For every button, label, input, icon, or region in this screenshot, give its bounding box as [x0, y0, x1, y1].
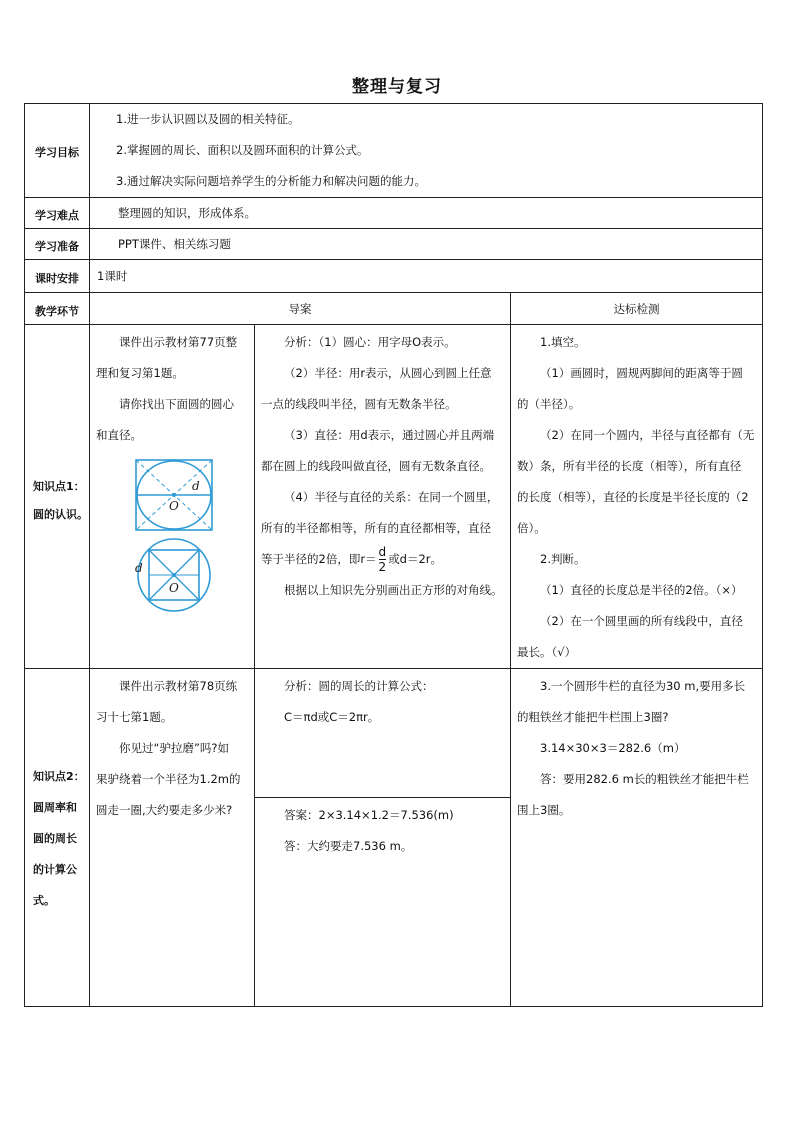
k1-label	[33, 473, 88, 529]
header-check: 达标检测	[613, 302, 660, 316]
k2-analysis-cell	[254, 668, 511, 798]
circle-in-square-figure	[134, 457, 214, 533]
k1-task-line: 请你找出下面圆的圆心	[119, 397, 234, 411]
k2-analysis-line: C＝πd或C＝2πr。	[284, 710, 380, 724]
k2-analysis	[261, 671, 506, 733]
k2-answer	[261, 800, 506, 862]
header-guide: 导案	[288, 302, 312, 316]
header-check-cell	[510, 292, 763, 325]
k2-check-cell	[510, 668, 763, 1007]
k1-check-line: （1）直径的长度总是半径的2倍。（×）	[540, 583, 743, 597]
k1-check-line: 数）条，所有半径的长度（相等），所有直径	[517, 459, 742, 473]
figure-label-d: d	[135, 561, 143, 575]
goals-label-cell	[24, 103, 90, 198]
k2-answer-line: 答案：2×3.14×1.2＝7.536(m)	[284, 808, 454, 822]
goal-item: 2.掌握圆的周长、面积以及圆环面积的计算公式。	[116, 143, 369, 157]
figure-center-dot	[172, 573, 176, 577]
goal-item: 1.进一步认识圆以及圆的相关特征。	[116, 112, 300, 126]
k1-check-line: （2）在一个圆里画的所有线段中，直径	[540, 614, 743, 628]
k1-check-line: 倍）。	[517, 521, 546, 535]
k1-task-line: 理和复习第1题。	[96, 366, 184, 380]
figure-label-o: O	[169, 581, 179, 595]
k2-check-line: 3.一个圆形牛栏的直径为30 m,要用多长	[540, 679, 746, 693]
k2-task-line: 圆走一圈,大约要走多少米?	[96, 803, 233, 817]
k2-task-line: 课件出示教材第78页练	[119, 679, 238, 693]
k1-formula-suffix: 或d＝2r。	[388, 552, 443, 566]
k1-task-line: 和直径。	[96, 428, 142, 442]
k1-analysis-cell	[254, 324, 511, 669]
goals-list	[116, 104, 426, 197]
schedule-content-cell	[89, 259, 763, 293]
k1-check-line: （2）在同一个圆内，半径与直径都有（无	[540, 428, 755, 442]
page-title: 整理与复习	[352, 77, 442, 97]
prep-text: PPT课件、相关练习题	[118, 237, 231, 251]
prep-label-cell	[24, 228, 90, 260]
difficulty-text: 整理圆的知识，形成体系。	[118, 206, 256, 220]
k2-check-line: 的粗铁丝才能把牛栏围上3圈?	[517, 710, 669, 724]
figure-label-d: d	[192, 479, 200, 493]
k2-check-line: 围上3圈。	[517, 803, 571, 817]
k1-label-line: 圆的认识。	[33, 508, 88, 521]
k1-check-line: 最长。（√）	[517, 645, 577, 659]
k2-label	[33, 761, 85, 916]
k1-task-line: 课件出示教材第77页整	[119, 335, 238, 349]
k1-check-line: 的（半径）。	[517, 397, 581, 411]
k2-check-line: 答：要用282.6 m长的粗铁丝才能把牛栏	[540, 772, 749, 786]
k1-check-line: 的长度（相等），直径的长度是半径长度的（2	[517, 490, 749, 504]
schedule-text: 1课时	[97, 269, 128, 283]
k1-analysis-line: 分析：（1）圆心：用字母O表示。	[284, 335, 456, 349]
k2-label-cell	[24, 668, 90, 1007]
lesson-table	[24, 103, 763, 1007]
k2-answer-cell	[254, 797, 511, 1007]
k1-analysis-line: 都在圆上的线段叫做直径，圆有无数条直径。	[261, 459, 491, 473]
k2-answer-line: 答：大约要走7.536 m。	[284, 839, 413, 853]
k2-task-line: 习十七第1题。	[96, 710, 173, 724]
frac-denominator: 2	[378, 560, 387, 574]
difficulty-content-cell	[89, 197, 763, 229]
k1-check-cell	[510, 324, 763, 669]
k2-check	[517, 671, 759, 826]
k1-label-cell	[24, 324, 90, 669]
k1-task-cell	[89, 324, 255, 669]
k2-task-line: 你见过“驴拉磨”吗?如	[119, 741, 230, 755]
header-label-cell	[24, 292, 90, 325]
k1-analysis-line: 所有的半径都相等，所有的直径都相等，直径	[261, 521, 491, 535]
k1-check-line: 1.填空。	[540, 335, 586, 349]
schedule-label: 课时安排	[35, 272, 79, 285]
k1-analysis-line: （2）半径：用r表示，从圆心到圆上任意	[284, 366, 492, 380]
k2-check-line: 3.14×30×3＝282.6（m）	[540, 741, 686, 755]
k1-analysis	[261, 327, 506, 606]
k2-label-line: 的计算公	[33, 863, 77, 876]
k1-check	[517, 327, 759, 668]
figure-center-dot	[172, 493, 176, 497]
k2-analysis-line: 分析：圆的周长的计算公式：	[284, 679, 434, 693]
figure-label-o: O	[169, 499, 179, 513]
prep-content-cell	[89, 228, 763, 260]
k1-analysis-line: 一点的线段叫半径，圆有无数条半径。	[261, 397, 457, 411]
k1-formula-line	[261, 544, 506, 575]
k1-label-line: 知识点1：	[33, 480, 85, 493]
k2-label-line: 圆周率和	[33, 801, 77, 814]
goal-item: 3.通过解决实际问题培养学生的分析能力和解决问题的能力。	[116, 174, 426, 188]
k2-label-line: 圆的周长	[33, 832, 77, 845]
k1-fraction	[379, 545, 387, 574]
k1-check-line: 2.判断。	[540, 552, 586, 566]
header-label: 教学环节	[35, 305, 79, 318]
difficulty-label-cell	[24, 197, 90, 229]
k1-analysis-line: （3）直径：用d表示，通过圆心并且两端	[284, 428, 495, 442]
k1-task	[96, 327, 250, 451]
k2-task-line: 果驴绕着一个半径为1.2m的	[96, 772, 241, 786]
k1-analysis-line: 根据以上知识先分别画出正方形的对角线。	[284, 583, 503, 597]
goals-content-cell	[89, 103, 763, 198]
header-guide-cell	[89, 292, 511, 325]
k2-task-cell	[89, 668, 255, 1007]
k2-label-line: 知识点2：	[33, 770, 85, 783]
k1-analysis-line: （4）半径与直径的关系：在同一个圆里，	[284, 490, 499, 504]
k2-task	[96, 671, 250, 826]
frac-numerator: d	[378, 545, 387, 559]
k2-label-line: 式。	[33, 894, 55, 907]
prep-label: 学习准备	[35, 240, 79, 253]
square-in-circle-figure	[134, 537, 214, 613]
k1-formula-prefix: 等于半径的2倍，即r＝	[261, 552, 377, 566]
difficulty-label: 学习难点	[35, 209, 79, 222]
schedule-label-cell	[24, 259, 90, 293]
goals-label: 学习目标	[35, 146, 79, 159]
k1-check-line: （1）画圆时，圆规两脚间的距离等于圆	[540, 366, 743, 380]
